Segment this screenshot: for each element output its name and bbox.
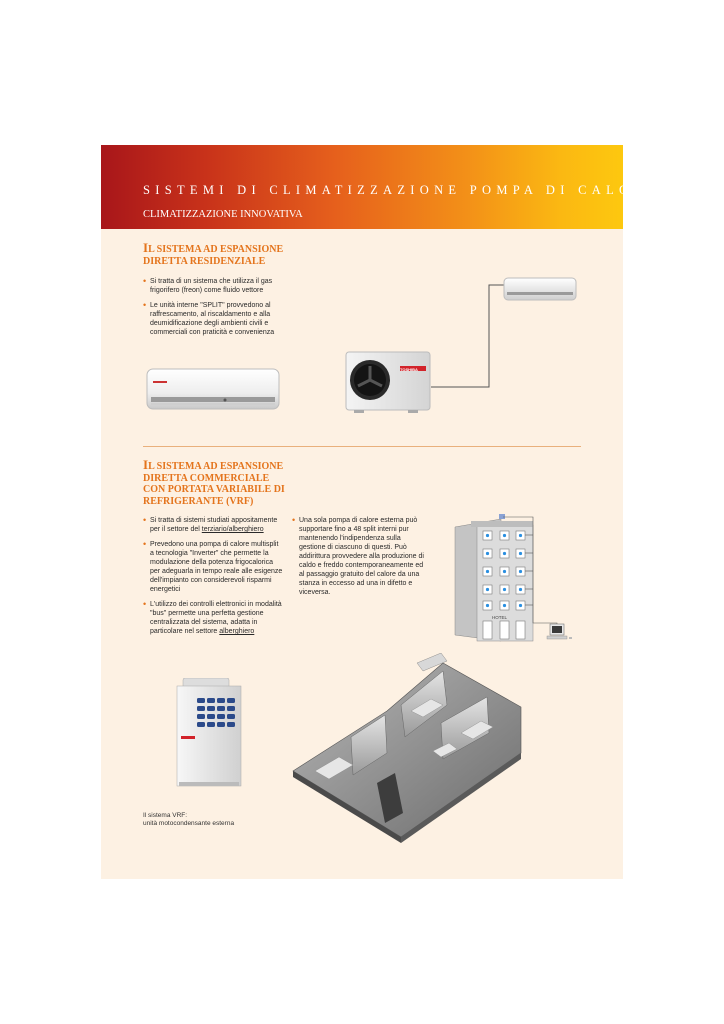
list-item: • Le unità interne "SPLIT" provvedono al raffrescamento, al riscaldamento e alla deumidificazione degli ambienti civili e commerciali con praticità e convenienza: [143, 301, 285, 337]
list-item: [143, 516, 283, 534]
hotel-building-diagram: [451, 513, 577, 645]
caption-line2: unità motocondensante esterna: [143, 820, 235, 827]
list-item: • Prevedono una pompa di calore multisplit a tecnologia "Inverter" che permette la modulazione della potenza frigocalorica per adeguarla in tempo reale alle esigenze dell'impianto con considerevoli risparmi energetici: [143, 540, 283, 594]
list-item: [143, 600, 283, 636]
refrigerant-line: [431, 281, 511, 391]
page-title: SISTEMI DI CLIMATIZZAZIONE POMPA DI CALORE: [143, 183, 660, 197]
section1-heading: [143, 242, 283, 267]
vrf-outdoor-unit-image: [173, 678, 249, 790]
page-subtitle: CLIMATIZZAZIONE INNOVATIVA: [143, 209, 303, 220]
header-banner: [101, 145, 660, 229]
brand-logo: TOSHIBA: [400, 367, 418, 372]
section2-heading: [143, 459, 285, 507]
outdoor-unit-image: [344, 348, 436, 414]
section2-bullet-list: [143, 516, 283, 642]
sector-link: terziario/alberghiero: [201, 526, 264, 533]
hotel-sign: HOTEL: [492, 615, 508, 620]
section-divider: [143, 446, 581, 447]
hotel-floor-cutaway-image: [291, 653, 523, 843]
sector-link: alberghiero: [219, 628, 255, 635]
bullet-text: L'utilizzo dei controlli elettronici in modalità "bus" permette una perfetta gestione centralizzata del sistema, adatta in particolare nel settore: [150, 601, 282, 635]
brochure-page: [101, 145, 660, 879]
bullet-text: Si tratta di sistemi studiati appositamente per il settore del: [150, 517, 278, 533]
image-caption: [143, 812, 283, 828]
section2-heading-line3: CON PORTATA VARIABILE DI: [143, 484, 285, 495]
section2-heading-line1: IL SISTEMA AD ESPANSIONE: [143, 457, 284, 472]
indoor-split-unit-image: [145, 367, 281, 413]
section2-column2-list: [292, 516, 429, 603]
section1-heading-line1: IL SISTEMA AD ESPANSIONE: [143, 240, 284, 255]
caption-line1: Il sistema VRF:: [143, 812, 188, 819]
indoor-split-unit-small-image: [502, 276, 578, 303]
section1-bullet-list: [143, 277, 285, 343]
section2-heading-line4: REFRIGERANTE (VRF): [143, 495, 254, 507]
list-item: • Una sola pompa di calore esterna può supportare fino a 48 split interni pur mantenendo l'indipendenza sulla gestione di ciascuno di questi. Può addirittura provvedere alla produzione di caldo e freddo contemporaneamente ed al passaggio gratuito del calore da una stanza in eccesso ad una in difetto e viceversa.: [292, 516, 429, 597]
list-item: • Si tratta di un sistema che utilizza il gas frigorifero (freon) come fluido vettore: [143, 277, 285, 295]
section1-heading-line2: DIRETTA RESIDENZIALE: [143, 255, 266, 267]
section2-heading-line2: DIRETTA COMMERCIALE: [143, 472, 270, 484]
